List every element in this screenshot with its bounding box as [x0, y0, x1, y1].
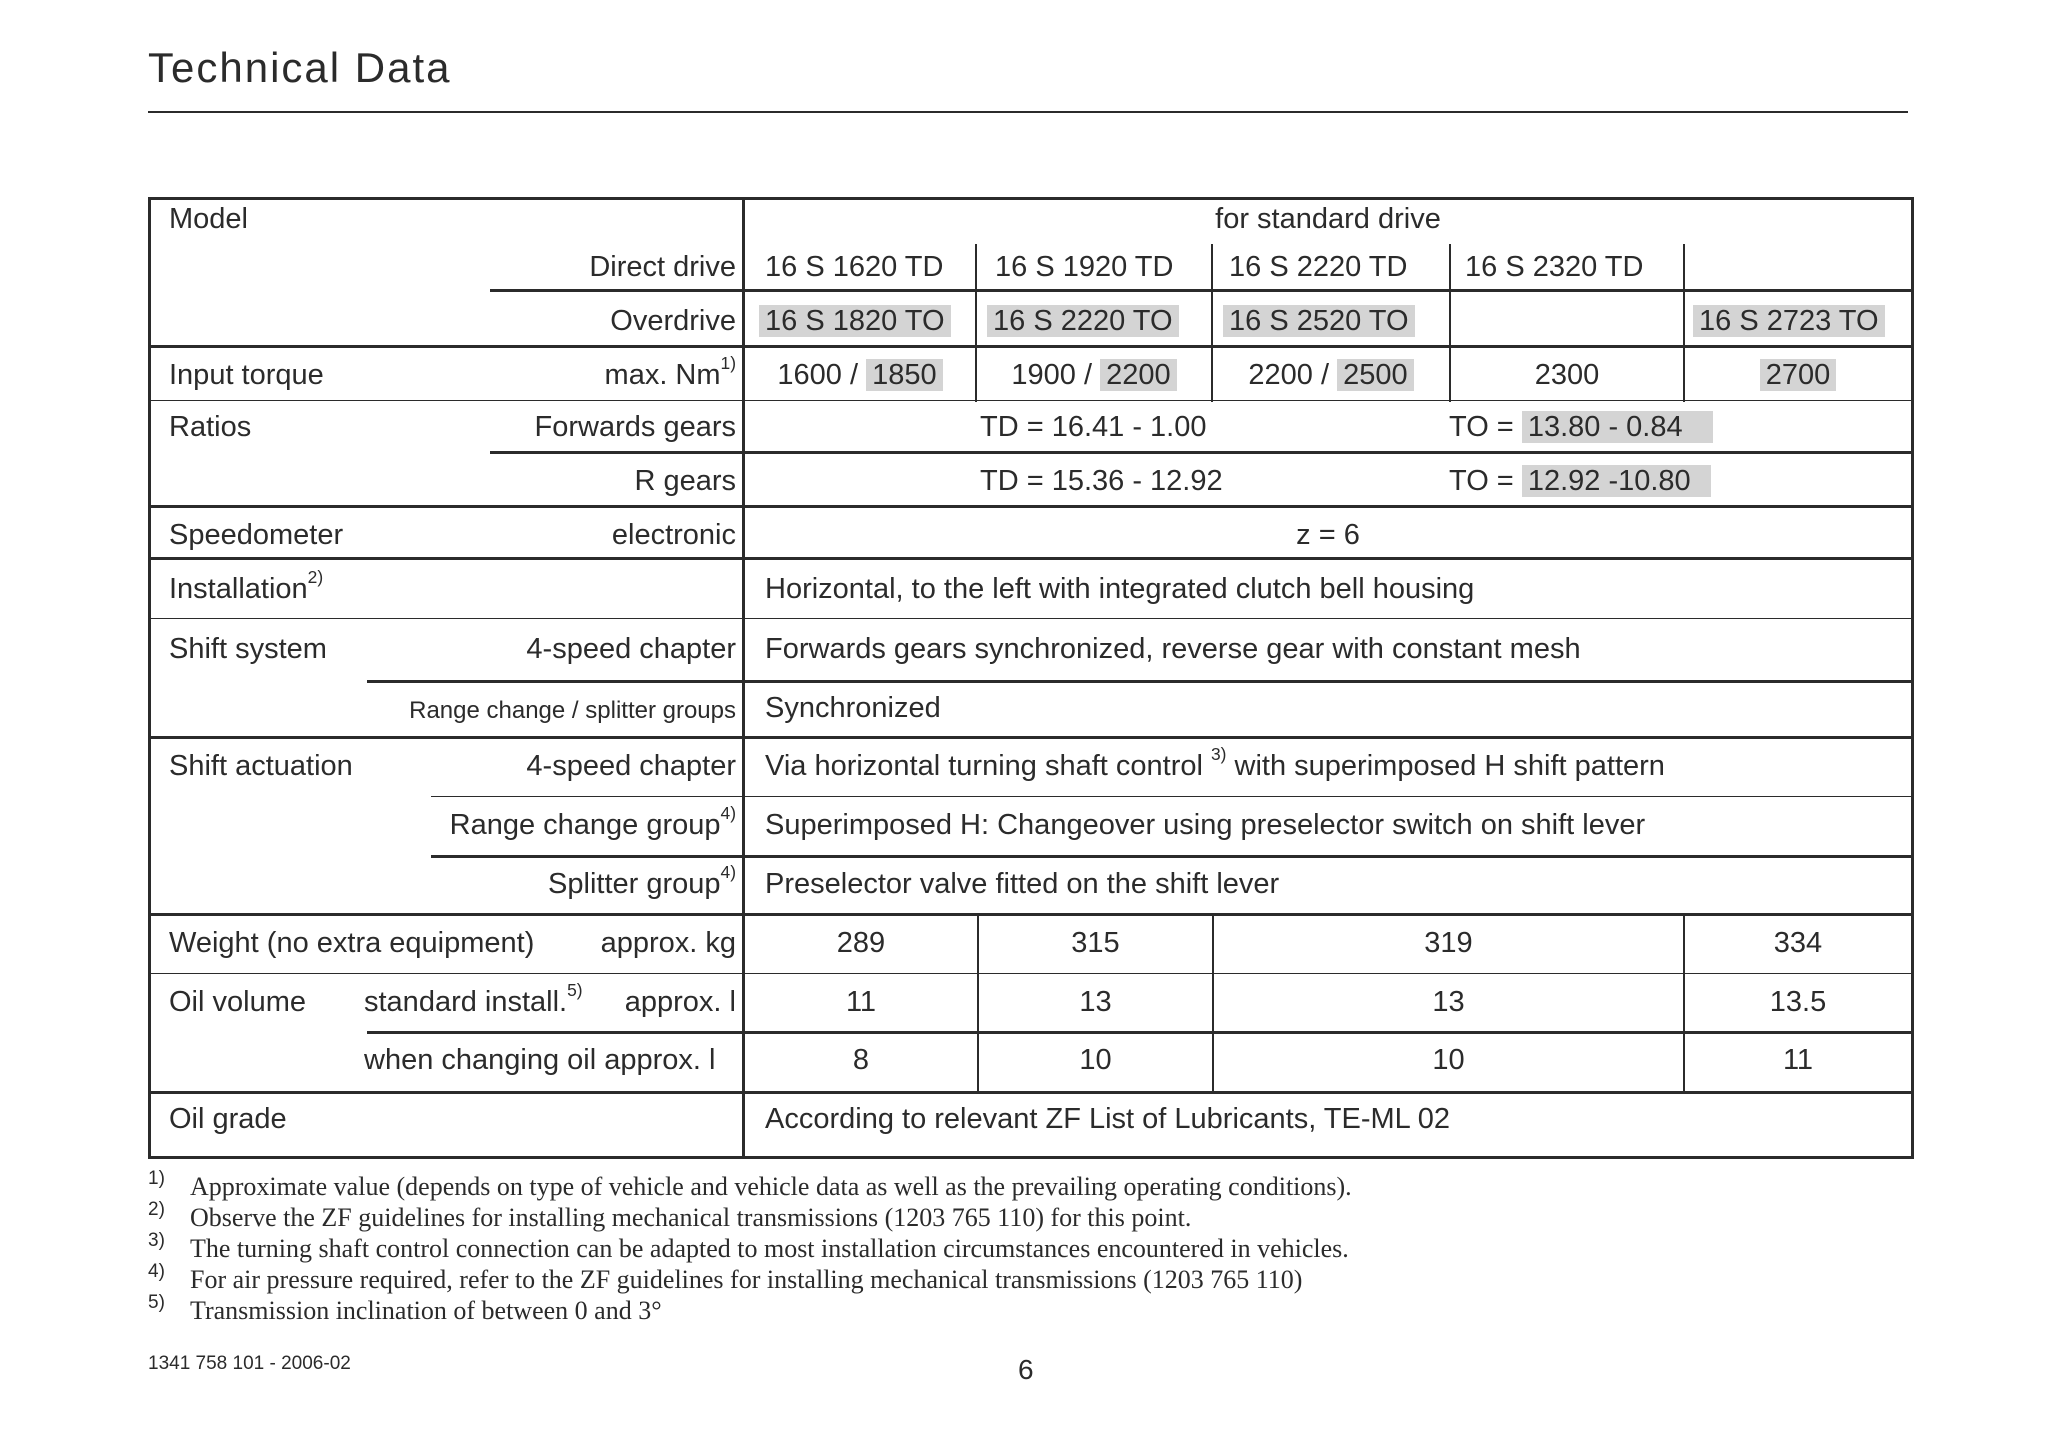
row-divider	[148, 400, 1914, 401]
shift-actuation-sub2-value: Superimposed H: Changeover using preselector switch on shift lever	[765, 809, 1646, 841]
footnote	[148, 1292, 1908, 1327]
speedometer-value: z = 6	[1296, 519, 1360, 551]
overdrive-model-5: 16 S 2723 TO	[1693, 304, 1885, 338]
direct-drive-label: Direct drive	[589, 251, 736, 283]
direct-model-3: 16 S 2220 TD	[1229, 251, 1408, 283]
installation-label: Installation$^{2)}$	[169, 567, 324, 605]
row-divider	[148, 505, 1914, 508]
document-number: 1341 758 101 - 2006-02	[148, 1353, 351, 1374]
r-td-ratio: TD = 15.36 - 12.92	[980, 465, 1223, 497]
oil-std-value-4: 13.5	[1769, 986, 1827, 1018]
oil-volume-std-label: standard install.$^{5)}$	[364, 980, 583, 1018]
footnotes	[148, 1168, 1908, 1327]
footnote-text: Approximate value (depends on type of vehicle and vehicle data as well as the prevailing operating conditions).	[190, 1172, 1352, 1201]
input-torque-label: Input torque	[169, 359, 324, 391]
torque-value-5: 2700	[1685, 358, 1911, 392]
torque-value-4: 2300	[1534, 359, 1600, 391]
torque-value-3: 2200 / 2500	[1213, 358, 1449, 392]
forwards-gears-label: Forwards gears	[534, 411, 736, 443]
oil-change-value-3: 10	[1432, 1044, 1465, 1076]
row-divider	[431, 796, 1914, 797]
shift-system-label: Shift system	[169, 633, 327, 665]
row-divider	[148, 1091, 1914, 1094]
weight-value-3: 319	[1424, 927, 1473, 959]
shift-actuation-sub3-value: Preselector valve fitted on the shift lever	[765, 868, 1280, 900]
direct-model-4: 16 S 2320 TD	[1465, 251, 1644, 283]
footnote-number: 5)	[148, 1292, 165, 1313]
weight-value-1: 289	[836, 927, 886, 959]
oil-change-value-4: 11	[1782, 1044, 1814, 1076]
overdrive-label: Overdrive	[610, 305, 736, 337]
overdrive-model-1: 16 S 1820 TO	[759, 304, 951, 338]
speedometer-label: Speedometer	[169, 519, 344, 551]
oil-std-value-3: 13	[1432, 986, 1465, 1018]
installation-value: Horizontal, to the left with integrated clutch bell housing	[765, 573, 1475, 605]
footnote-number: 2)	[148, 1199, 165, 1220]
oil-grade-value: According to relevant ZF List of Lubricants, TE-ML 02	[765, 1103, 1451, 1135]
footnote-text: For air pressure required, refer to the ZF guidelines for installing mechanical transmissions (1203 765 110)	[190, 1265, 1303, 1294]
oil-std-value-1: 11	[845, 986, 877, 1018]
row-divider	[148, 618, 1914, 619]
oil-volume-label: Oil volume	[169, 986, 306, 1018]
row-divider	[148, 345, 1914, 348]
row-divider	[148, 973, 1914, 974]
forwards-td-ratio: TD = 16.41 - 1.00	[980, 411, 1207, 443]
footnote-number: 3)	[148, 1230, 165, 1251]
model-label: Model	[169, 203, 248, 235]
shift-actuation-sub1-value: Via horizontal turning shaft control $^{3)}$ with superimposed H shift pattern	[765, 744, 1665, 782]
shift-actuation-sub1-label: 4-speed chapter	[526, 750, 736, 782]
page-title: Technical Data	[148, 44, 452, 91]
footnote-text: Observe the ZF guidelines for installing mechanical transmissions (1203 765 110) for this point.	[190, 1203, 1192, 1232]
weight-value-4: 334	[1773, 927, 1823, 959]
for-standard-drive-label: for standard drive	[1215, 203, 1441, 235]
oil-volume-change-label: when changing oil approx. l	[364, 1044, 716, 1076]
row-divider	[148, 736, 1914, 739]
weight-unit: approx. kg	[600, 927, 736, 959]
row-divider	[148, 913, 1914, 916]
shift-system-sub1-value: Forwards gears synchronized, reverse gear with constant mesh	[765, 633, 1581, 665]
shift-actuation-sub3-label: Splitter group$^{4)}$	[548, 862, 736, 900]
shift-actuation-label: Shift actuation	[169, 750, 353, 782]
footnote-text: Transmission inclination of between 0 and 3°	[190, 1296, 662, 1325]
footnote-number: 4)	[148, 1261, 165, 1282]
row-divider	[367, 680, 1914, 683]
footnote	[148, 1168, 1908, 1203]
row-divider	[148, 557, 1914, 560]
direct-model-2: 16 S 1920 TD	[995, 251, 1174, 283]
torque-value-1: 1600 / 1850	[745, 358, 975, 392]
footnote-number: 1)	[148, 1168, 165, 1189]
row-divider	[490, 289, 1914, 292]
shift-system-sub2-label: Range change / splitter groups	[409, 697, 736, 724]
row-divider	[431, 855, 1914, 858]
direct-model-1: 16 S 1620 TD	[765, 251, 944, 283]
page-number: 6	[1018, 1354, 1034, 1385]
speedometer-type: electronic	[611, 519, 736, 551]
forwards-to-ratio: TO = 13.80 - 0.84	[1449, 410, 1713, 444]
row-divider	[367, 1031, 1914, 1034]
footnote	[148, 1230, 1908, 1265]
shift-system-sub2-value: Synchronized	[765, 692, 941, 724]
oil-grade-label: Oil grade	[169, 1103, 287, 1135]
shift-actuation-sub2-label: Range change group$^{4)}$	[449, 803, 736, 841]
oil-volume-std-unit: approx. l	[624, 986, 736, 1018]
footnote	[148, 1199, 1908, 1234]
footnote-text: The turning shaft control connection can be adapted to most installation circumstances encountered in vehicles.	[190, 1234, 1349, 1263]
r-to-ratio: TO = 12.92 -10.80	[1449, 464, 1711, 498]
row-divider	[490, 451, 1914, 454]
torque-value-2: 1900 / 2200	[977, 358, 1211, 392]
overdrive-model-2: 16 S 2220 TO	[987, 304, 1179, 338]
oil-change-value-2: 10	[1079, 1044, 1112, 1076]
footnote	[148, 1261, 1908, 1296]
title-divider	[148, 111, 1908, 113]
shift-system-sub1-label: 4-speed chapter	[526, 633, 736, 665]
input-torque-unit: max. Nm$^{1)}$	[604, 353, 736, 391]
overdrive-model-3: 16 S 2520 TO	[1223, 304, 1415, 338]
oil-change-value-1: 8	[852, 1044, 870, 1076]
weight-value-2: 315	[1071, 927, 1120, 959]
r-gears-label: R gears	[634, 465, 736, 497]
oil-std-value-2: 13	[1079, 986, 1112, 1018]
weight-label: Weight (no extra equipment)	[169, 927, 535, 959]
ratios-label: Ratios	[169, 411, 252, 443]
